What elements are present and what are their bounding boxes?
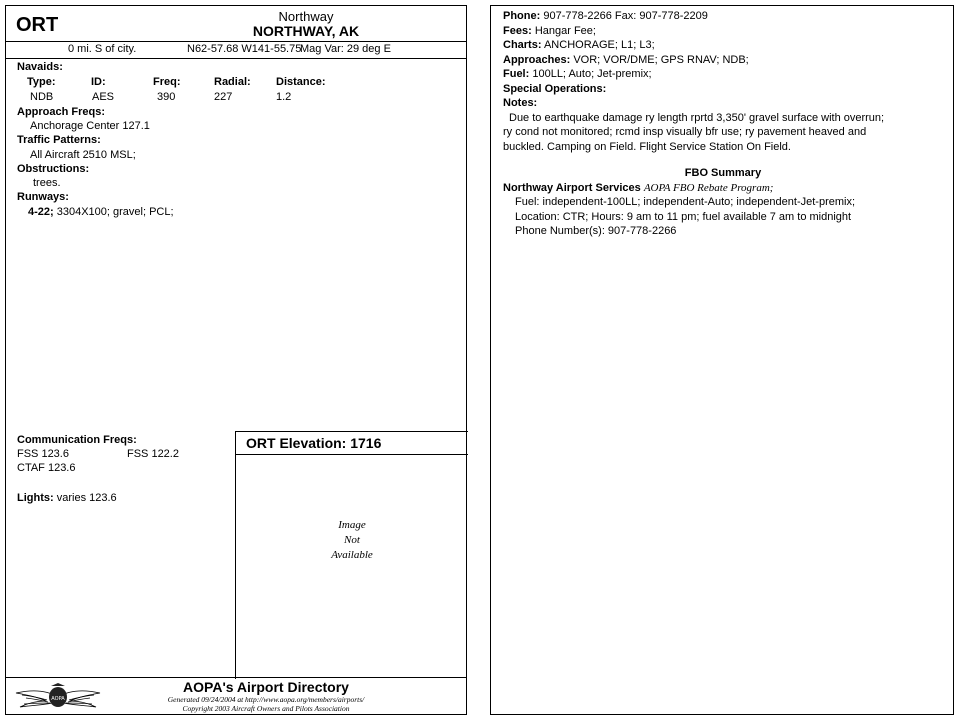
lights-label: Lights:: [17, 492, 54, 504]
approach-freqs-heading: Approach Freqs:: [17, 106, 106, 118]
navaid-col-distance: Distance:: [276, 76, 326, 88]
navaid-distance: 1.2: [276, 91, 292, 103]
navaid-radial: 227: [214, 91, 233, 103]
special-ops-label: Special Operations:: [503, 82, 607, 95]
fuel-value: 100LL; Auto; Jet-premix;: [532, 68, 652, 80]
phone-line: [503, 9, 943, 24]
notes-label: Notes:: [503, 97, 538, 109]
elevation-title-bar: [236, 432, 468, 455]
navaid-type: NDB: [30, 91, 54, 103]
image-na-line: Not: [344, 534, 360, 546]
traffic-patterns-value: All Aircraft 2510 MSL;: [30, 149, 136, 161]
aopa-wings-logo-icon: [12, 681, 104, 713]
approaches-label: Approaches:: [503, 53, 571, 66]
fbo-summary: [503, 166, 943, 239]
fbo-line: Fuel: independent-100LL; independent-Auto; independent-Jet-premix;: [515, 196, 856, 208]
fees-label: Fees:: [503, 24, 532, 37]
distance-from-city: 0 mi. S of city.: [68, 43, 137, 55]
fbo-line: Phone Number(s): 907-778-2266: [515, 225, 677, 237]
fbo-program: AOPA FBO Rebate Program;: [643, 181, 774, 194]
approach-freqs-value: Anchorage Center 127.1: [30, 120, 150, 132]
footer-copyright: Copyright 2003 Aircraft Owners and Pilots Association: [182, 704, 350, 713]
navaids-heading: Navaids:: [17, 61, 63, 73]
image-not-available: [236, 518, 468, 563]
charts-line: [503, 38, 943, 53]
fees-value: Hangar Fee;: [534, 24, 596, 37]
lights-value: varies 123.6: [56, 492, 117, 504]
airport-id: ORT: [16, 14, 59, 36]
airport-info-page: [5, 5, 467, 715]
elevation-box: [235, 431, 468, 679]
comm-ctaf: CTAF 123.6: [17, 462, 76, 474]
fees-line: [503, 24, 943, 39]
airport-name: Northway: [278, 9, 334, 24]
lights-entry: [17, 492, 117, 505]
charts-value: ANCHORAGE; L1; L3;: [543, 39, 655, 51]
fbo-name-line: [503, 181, 943, 196]
runway-id: 4-22;: [28, 206, 54, 218]
fuel-line: [503, 67, 943, 82]
coordinates: N62-57.68 W141-55.75: [187, 43, 302, 55]
details-block: [503, 9, 943, 154]
runway-entry: [28, 206, 174, 219]
notes-line: ry cond not monitored; rcmd insp visually bfr use; ry pavement heaved and: [503, 126, 867, 138]
navaid-freq: 390: [157, 91, 176, 103]
footer-title: AOPA's Airport Directory: [183, 679, 349, 695]
elevation-title: ORT Elevation: 1716: [246, 435, 382, 451]
navaid-col-id: ID:: [91, 76, 106, 88]
page-header: [6, 6, 466, 42]
airport-city: NORTHWAY, AK: [252, 23, 360, 39]
runway-desc: 3304X100; gravel; PCL;: [56, 206, 174, 218]
airport-details-page: [490, 5, 954, 715]
navaid-col-freq: Freq:: [153, 76, 181, 88]
navaid-col-radial: Radial:: [214, 76, 251, 88]
page-footer: [6, 677, 466, 716]
notes-line: Due to earthquake damage ry length rprtd 3,350' gravel surface with overrun;: [509, 111, 885, 124]
runways-heading: Runways:: [17, 191, 69, 203]
obstructions-value: trees.: [33, 177, 61, 189]
image-na-line: Available: [331, 549, 373, 561]
image-na-line: Image: [338, 519, 366, 531]
comm-fss-2: FSS 122.2: [127, 448, 179, 460]
mag-var: Mag Var: 29 deg E: [300, 43, 391, 55]
notes-line: buckled. Camping on Field. Flight Service Station On Field.: [503, 140, 791, 153]
footer-generated: Generated 09/24/2004 at http://www.aopa.org/members/airports/: [167, 695, 365, 704]
fbo-name: Northway Airport Services: [503, 181, 641, 194]
svg-text:AOPA: AOPA: [51, 696, 65, 702]
airport-title: [176, 10, 436, 38]
obstructions-heading: Obstructions:: [17, 163, 90, 175]
comm-freqs-heading: Communication Freqs:: [17, 434, 137, 446]
fbo-line: Location: CTR; Hours: 9 am to 11 pm; fuel available 7 am to midnight: [515, 210, 852, 223]
navaid-id: AES: [92, 91, 115, 103]
fbo-heading: FBO Summary: [684, 167, 762, 179]
phone-value: 907-778-2266 Fax: 907-778-2209: [543, 10, 708, 22]
traffic-patterns-heading: Traffic Patterns:: [17, 134, 101, 146]
navaid-col-type: Type:: [27, 76, 56, 88]
comm-fss-1: FSS 123.6: [17, 448, 69, 460]
phone-label: Phone:: [503, 10, 541, 22]
location-line: [6, 41, 466, 59]
fuel-label: Fuel:: [503, 68, 530, 80]
charts-label: Charts:: [503, 39, 542, 51]
approaches-value: VOR; VOR/DME; GPS RNAV; NDB;: [573, 53, 749, 66]
approaches-line: [503, 53, 943, 68]
